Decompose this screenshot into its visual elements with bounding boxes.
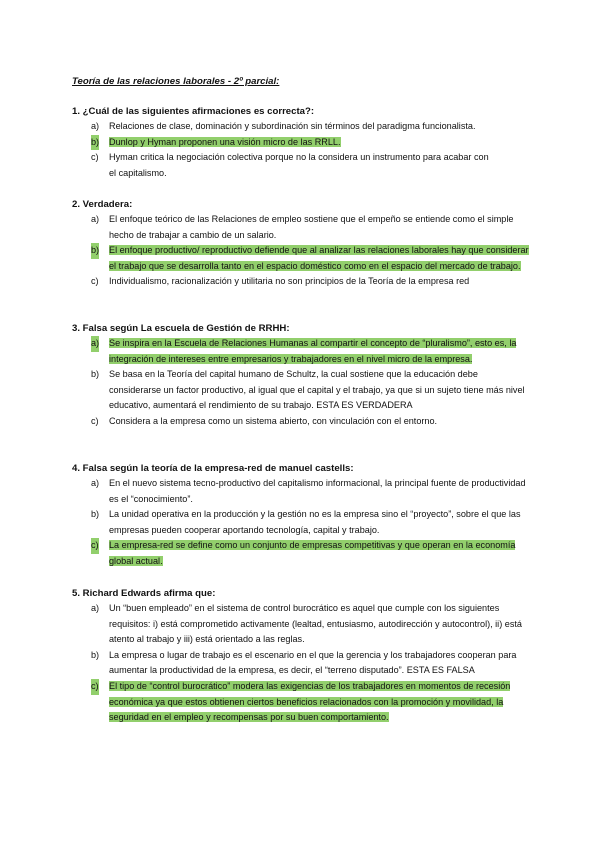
question-5 xyxy=(72,586,532,726)
option-label: c) xyxy=(91,415,99,426)
option-text: Considera a la empresa como un sistema abierto, con vinculación con el entorno. xyxy=(109,415,438,426)
option-label: b) xyxy=(91,243,99,259)
page-title: Teoría de las relaciones laborales - 2º parcial: xyxy=(72,76,280,87)
question-title: 2. Verdadera: xyxy=(72,199,133,210)
option-text: En el nuevo sistema tecno-productivo del capitalismo informacional, la principal fuente de productividad es el “conocimiento”. xyxy=(109,478,526,504)
option-text: Individualismo, racionalización y utilitaria no son principios de la Teoría de la empresa red xyxy=(109,276,470,287)
question-title: 4. Falsa según la teoría de la empresa-red de manuel castells: xyxy=(72,463,354,474)
option-b xyxy=(72,367,532,414)
question-title: 3. Falsa según La escuela de Gestión de RRHH: xyxy=(72,323,290,334)
option-label: b) xyxy=(91,369,100,380)
option-text-highlighted: El tipo de “control burocrático” modera las exigencias de los trabajadores en momentos de recesión económica ya que estos obtienen ciertos beneficios relacionados con la promoción y movilidad, la seguridad en el empleo y recompensas por su buen comportamiento. xyxy=(109,680,511,723)
option-a xyxy=(72,119,532,135)
option-text: Se basa en la Teoría del capital humano de Schultz, la cual sostiene que la educación debe considerarse un factor productivo, al igual que el capital y el trabajo, ya que si un sujeto tiene más nivel educativo, aumentará el rendimiento de su trabajo. ESTA ES VERDADERA xyxy=(109,369,525,411)
option-label: c) xyxy=(91,152,99,163)
option-label: b) xyxy=(91,649,100,660)
option-a xyxy=(72,476,532,507)
option-label: a) xyxy=(91,336,99,352)
option-c xyxy=(72,414,532,430)
question-3 xyxy=(72,321,532,430)
option-b xyxy=(72,243,532,274)
option-label: a) xyxy=(91,478,100,488)
option-text-highlighted: Se inspira en la Escuela de Relaciones Humanas al compartir el concepto de “pluralismo”, esto es, la integración de intereses entre empresarios y trabajadores en el nivel micro de la empresa. xyxy=(109,338,517,364)
option-label: c) xyxy=(91,538,99,554)
option-text-highlighted: La empresa-red se define como un conjunto de empresas competitivas y que operan en la economía global actual. xyxy=(109,540,516,566)
option-b xyxy=(72,507,532,538)
option-c xyxy=(72,538,532,569)
option-text: El enfoque teórico de las Relaciones de empleo sostiene que el empeño se entiende como el simple hecho de trabajar a cambio de un salario. xyxy=(109,214,514,240)
option-text-highlighted: Dunlop y Hyman proponen una visión micro de las RRLL. xyxy=(109,136,341,147)
option-label: b) xyxy=(91,509,100,520)
question-4 xyxy=(72,461,532,570)
question-title: 1. ¿Cuál de las siguientes afirmaciones es correcta?: xyxy=(72,106,315,117)
option-label: a) xyxy=(91,214,100,224)
option-label: a) xyxy=(91,603,100,613)
option-label: b) xyxy=(91,135,99,151)
option-b xyxy=(72,135,532,151)
question-title: 5. Richard Edwards afirma que: xyxy=(72,588,216,599)
option-c xyxy=(72,679,532,726)
question-2 xyxy=(72,197,532,290)
option-text: La empresa o lugar de trabajo es el escenario en el que la gerencia y los trabajadores cooperan para aumentar la productividad de la empresa, es decir, el “terreno disputado”. ESTA ES FALSA xyxy=(109,649,517,676)
option-text: Un “buen empleado” en el sistema de control burocrático es aquel que cumple con los siguientes requisitos: i) está comprometido activamente (lealtad, entusiasmo, autodirección y autocontrol), ii) está atento al trabajo y iii) está orientado a las reglas. xyxy=(109,603,522,645)
option-b xyxy=(72,648,532,679)
option-text: Relaciones de clase, dominación y subordinación sin términos del paradigma funcionalista. xyxy=(109,121,476,131)
question-1 xyxy=(72,104,532,181)
option-label: a) xyxy=(91,121,100,131)
option-label: c) xyxy=(91,679,99,695)
option-label: c) xyxy=(91,276,99,287)
option-text: Hyman critica la negociación colectiva porque no la considera un instrumento para acabar con el capitalismo. xyxy=(109,152,489,178)
option-c xyxy=(72,150,532,181)
option-text: La unidad operativa en la producción y la gestión no es la empresa sino el “proyecto”, sobre el que las empresas pueden cooperar aportando tecnología, capital y trabajo. xyxy=(109,509,521,535)
option-text-highlighted: El enfoque productivo/ reproductivo defiende que al analizar las relaciones laborales hay que considerar el trabajo que se desarrolla tanto en el espacio doméstico como en el espacio del mercado de trabajo. xyxy=(109,245,529,271)
option-a xyxy=(72,601,532,648)
option-c xyxy=(72,274,532,290)
option-a xyxy=(72,212,532,243)
option-a xyxy=(72,336,532,367)
